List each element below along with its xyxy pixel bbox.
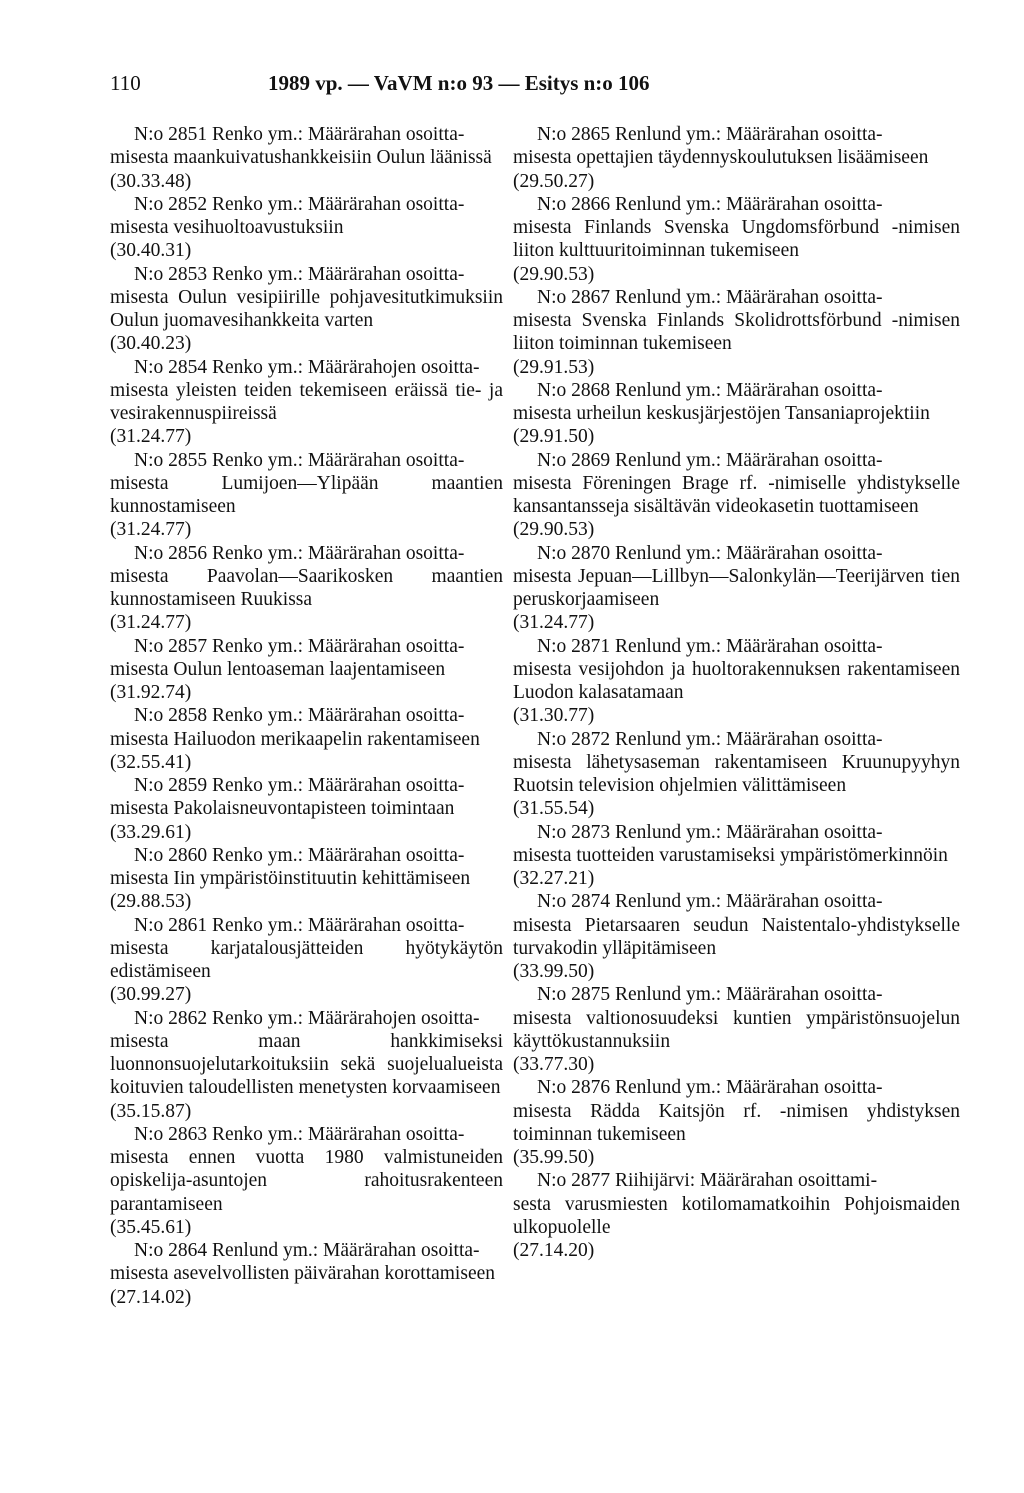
motion-entry xyxy=(513,983,960,1076)
budget-item-reference: (29.91.53) xyxy=(513,356,595,378)
motion-entry-heading: N:o 2851 Renko ym.: Määrärahan osoitta- xyxy=(134,124,465,145)
motion-entry-subject: misesta valtionosuudeksi kuntien ympäristönsuojelun käyttökustannuksiin xyxy=(513,1007,960,1052)
motion-entry xyxy=(513,635,960,728)
budget-item-reference: (33.99.50) xyxy=(513,961,595,982)
budget-item-reference: (32.27.21) xyxy=(513,868,595,889)
budget-item-reference: (35.15.87) xyxy=(110,1100,192,1122)
motion-entry xyxy=(513,123,960,193)
motion-entry xyxy=(513,1076,960,1169)
motion-entry-subject: misesta Föreningen Brage rf. -nimiselle yhdistykselle kansantansseja sisältävän videokasetin tuottamiseen xyxy=(513,472,960,517)
motion-entry-heading: N:o 2865 Renlund ym.: Määrärahan osoitta- xyxy=(537,124,883,145)
motion-entry xyxy=(513,542,960,635)
motion-entry-heading: N:o 2867 Renlund ym.: Määrärahan osoitta- xyxy=(537,286,883,308)
motion-entry-subject: misesta Pakolaisneuvontapisteen toimintaan xyxy=(110,798,455,820)
budget-item-reference: (33.29.61) xyxy=(110,821,192,843)
motion-entry-subject: misesta Oulun lentoaseman laajentamiseen xyxy=(110,658,446,680)
motion-entry-heading: N:o 2877 Riihijärvi: Määrärahan osoittami- xyxy=(537,1170,878,1192)
motion-entry-heading: N:o 2870 Renlund ym.: Määrärahan osoitta- xyxy=(537,542,883,564)
motion-entry-heading: N:o 2869 Renlund ym.: Määrärahan osoitta- xyxy=(537,449,883,471)
budget-item-reference: (33.77.30) xyxy=(513,1054,595,1075)
budget-item-reference: (29.90.53) xyxy=(513,519,595,541)
motion-entry-heading: N:o 2858 Renko ym.: Määrärahan osoitta- xyxy=(134,705,465,727)
budget-item-reference: (35.99.50) xyxy=(513,1147,595,1168)
motion-entry xyxy=(110,123,503,193)
budget-item-reference: (30.40.31) xyxy=(110,240,192,262)
budget-item-reference: (31.30.77) xyxy=(513,705,595,727)
motion-entry-heading: N:o 2859 Renko ym.: Määrärahan osoitta- xyxy=(134,775,465,796)
motion-entry-subject: misesta Rädda Kaitsjön rf. -nimisen yhdistyksen toiminnan tukemiseen xyxy=(513,1100,960,1145)
motion-entry-heading: N:o 2860 Renko ym.: Määrärahan osoitta- xyxy=(134,844,465,866)
motion-entry-subject: misesta Hailuodon merikaapelin rakentamiseen xyxy=(110,728,480,750)
motion-entry-heading: N:o 2863 Renko ym.: Määrärahan osoitta- xyxy=(134,1123,465,1145)
motion-entry-subject: misesta urheilun keskusjärjestöjen Tansaniaprojektiin xyxy=(513,403,930,424)
motion-entry-heading: N:o 2868 Renlund ym.: Määrärahan osoitta- xyxy=(537,379,883,401)
budget-item-reference: (30.40.23) xyxy=(110,333,192,355)
motion-entry-subject: misesta tuotteiden varustamiseksi ympäristömerkinnöin xyxy=(513,844,948,866)
motion-entry xyxy=(513,193,960,286)
budget-item-reference: (31.24.77) xyxy=(110,519,192,541)
motion-entry-subject: misesta opettajien täydennyskoulutuksen lisäämiseen xyxy=(513,147,929,169)
budget-item-reference: (31.24.77) xyxy=(110,426,192,448)
motion-entry-heading: N:o 2852 Renko ym.: Määrärahan osoitta- xyxy=(134,193,465,215)
motion-entry-heading: N:o 2855 Renko ym.: Määrärahan osoitta- xyxy=(134,449,465,471)
motion-entry-subject: misesta asevelvollisten päivärahan korottamiseen xyxy=(110,1263,496,1285)
motion-entry-subject: misesta maan hankkimiseksi luonnonsuojelutarkoituksiin sekä suojelualueista koituvien taloudellisten menetysten korvaamiseen xyxy=(110,1030,503,1099)
motion-entry xyxy=(513,449,960,542)
motion-entry-subject: misesta lähetysaseman rakentamiseen Kruunupyyhyn Ruotsin television ohjelmien välittämiseen xyxy=(513,751,960,796)
motion-entry xyxy=(513,286,960,379)
budget-item-reference: (29.90.53) xyxy=(513,263,595,285)
motion-entry-subject: misesta Oulun vesipiirille pohjavesitutkimuksiin Oulun juomavesihankkeita varten xyxy=(110,286,503,331)
motion-entry xyxy=(110,193,503,263)
motion-entry-subject: misesta maankuivatushankkeisiin Oulun läänissä xyxy=(110,147,492,169)
motion-entry-heading: N:o 2873 Renlund ym.: Määrärahan osoitta- xyxy=(537,821,883,843)
motion-entry xyxy=(513,379,960,449)
motion-entry xyxy=(110,449,503,542)
motion-entry-subject: sesta varusmiesten kotilomamatkoihin Pohjoismaiden ulkopuolelle xyxy=(513,1193,960,1238)
motion-entry-heading: N:o 2866 Renlund ym.: Määrärahan osoitta- xyxy=(537,193,883,215)
motion-entry-subject: misesta vesijohdon ja huoltorakennuksen rakentamiseen Luodon kalasatamaan xyxy=(513,658,960,703)
motion-entry xyxy=(110,263,503,356)
page-number: 110 xyxy=(110,71,141,95)
budget-item-reference: (31.24.77) xyxy=(110,612,192,634)
budget-item-reference: (27.14.20) xyxy=(513,1240,595,1261)
motion-entry xyxy=(110,774,503,844)
motion-entry-heading: N:o 2862 Renko ym.: Määrärahojen osoitta- xyxy=(134,1007,480,1029)
budget-item-reference: (32.55.41) xyxy=(110,751,192,773)
budget-item-reference: (29.50.27) xyxy=(513,170,595,192)
motion-entry xyxy=(110,704,503,774)
motion-entry-subject: misesta yleisten teiden tekemiseen eräissä tie- ja vesirakennuspiireissä xyxy=(110,379,503,424)
budget-item-reference: (29.88.53) xyxy=(110,891,192,913)
motion-entry xyxy=(513,821,960,891)
motion-entry-subject: misesta ennen vuotta 1980 valmistuneiden opiskelija-asuntojen rahoitusrakenteen parantamiseen xyxy=(110,1147,503,1215)
motion-entry-heading: N:o 2874 Renlund ym.: Määrärahan osoitta- xyxy=(537,891,883,913)
motion-entry-heading: N:o 2871 Renlund ym.: Määrärahan osoitta- xyxy=(537,635,883,657)
motion-entry xyxy=(110,635,503,705)
motion-entry xyxy=(110,542,503,635)
budget-item-reference: (31.92.74) xyxy=(110,682,192,703)
motion-entry-heading: N:o 2856 Renko ym.: Määrärahan osoitta- xyxy=(134,542,465,564)
budget-item-reference: (29.91.50) xyxy=(513,426,595,448)
motion-entry-heading: N:o 2875 Renlund ym.: Määrärahan osoitta- xyxy=(537,984,883,1006)
budget-item-reference: (30.99.27) xyxy=(110,984,192,1006)
motion-entry xyxy=(110,356,503,449)
motion-entry xyxy=(513,728,960,821)
motion-entry-subject: misesta Paavolan—Saarikosken maantien kunnostamiseen Ruukissa xyxy=(110,565,503,610)
motion-entry xyxy=(513,1169,960,1262)
running-header: 1989 vp. — VaVM n:o 93 — Esitys n:o 106 xyxy=(268,71,650,95)
motion-entry xyxy=(513,890,960,983)
motion-entry xyxy=(110,1007,503,1123)
motion-entry-subject: misesta Lumijoen—Ylipään maantien kunnostamiseen xyxy=(110,472,503,517)
motion-entry-subject: misesta karjatalousjätteiden hyötykäytön edistämiseen xyxy=(110,937,503,982)
budget-item-reference: (31.24.77) xyxy=(513,612,595,634)
budget-item-reference: (31.55.54) xyxy=(513,798,595,820)
left-column xyxy=(110,123,503,1309)
motion-entry-subject: misesta Finlands Svenska Ungdomsförbund -nimisen liiton kulttuuritoiminnan tukemiseen xyxy=(513,217,960,262)
budget-item-reference: (27.14.02) xyxy=(110,1286,192,1308)
motion-entry-heading: N:o 2876 Renlund ym.: Määrärahan osoitta- xyxy=(537,1077,883,1099)
motion-entry xyxy=(110,844,503,914)
motion-entry-subject: misesta Iin ympäristöinstituutin kehittämiseen xyxy=(110,868,471,889)
motion-entry-subject: misesta Svenska Finlands Skolidrottsförbund -nimisen liiton toiminnan tukemiseen xyxy=(513,310,960,355)
motion-entry-subject: misesta vesihuoltoavustuksiin xyxy=(110,217,344,238)
motion-entry xyxy=(110,1123,503,1239)
motion-entry xyxy=(110,914,503,1007)
budget-item-reference: (30.33.48) xyxy=(110,170,192,192)
right-column xyxy=(513,123,960,1262)
motion-entry-heading: N:o 2861 Renko ym.: Määrärahan osoitta- xyxy=(134,914,465,936)
motion-entry-heading: N:o 2854 Renko ym.: Määrärahojen osoitta- xyxy=(134,356,480,378)
budget-item-reference: (35.45.61) xyxy=(110,1216,192,1238)
motion-entry xyxy=(110,1239,503,1309)
motion-entry-heading: N:o 2857 Renko ym.: Määrärahan osoitta- xyxy=(134,635,465,657)
motion-entry-subject: misesta Jepuan—Lillbyn—Salonkylän—Teerijärven tien peruskorjaamiseen xyxy=(513,565,960,610)
motion-entry-subject: misesta Pietarsaaren seudun Naistentalo-yhdistykselle turvakodin ylläpitämiseen xyxy=(513,914,960,959)
motion-entry-heading: N:o 2864 Renlund ym.: Määrärahan osoitta- xyxy=(134,1240,480,1261)
motion-entry-heading: N:o 2872 Renlund ym.: Määrärahan osoitta- xyxy=(537,728,883,750)
motion-entry-heading: N:o 2853 Renko ym.: Määrärahan osoitta- xyxy=(134,263,465,285)
